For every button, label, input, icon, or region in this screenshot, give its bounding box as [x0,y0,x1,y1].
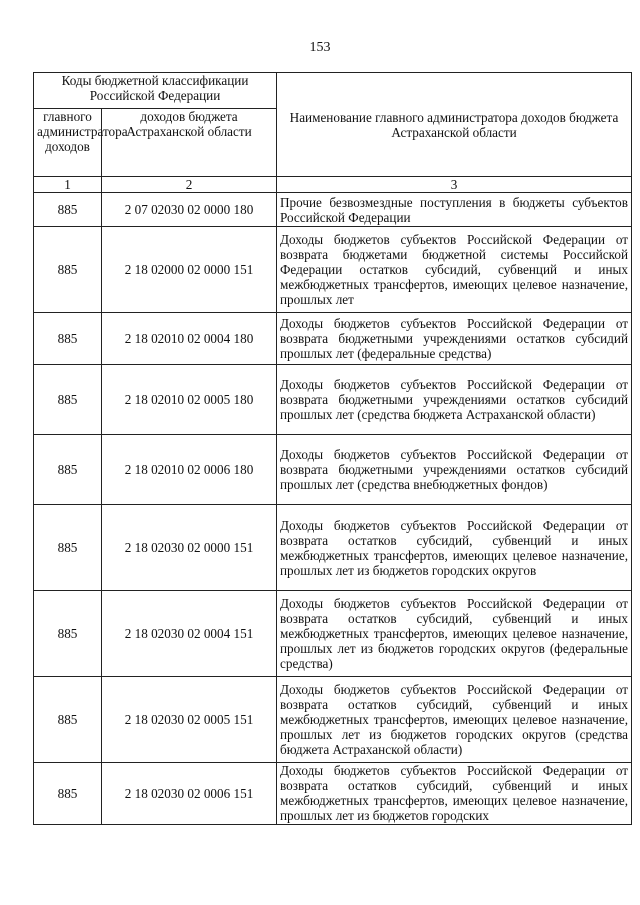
header-group-title: Коды бюджетной классификации Российской Федерации [34,73,277,109]
income-name: Прочие безвозмездные поступления в бюджеты субъектов Российской Федерации [277,193,632,227]
income-code: 2 18 02030 02 0000 151 [102,505,277,591]
column-number-row [34,177,632,193]
table-row [34,365,632,435]
header-col-code: доходов бюджета Астраханской области [102,109,277,177]
income-name: Доходы бюджетов субъектов Российской Федерации от возврата остатков субсидий, субвенций и иных межбюджетных трансфертов, имеющих целевое назначение, прошлых лет из бюджетов городских [280,763,628,823]
admin-code: 885 [34,677,102,763]
table-row [34,227,632,313]
admin-code: 885 [34,591,102,677]
admin-code: 885 [34,227,102,313]
header-row-group [34,73,632,109]
income-code: 2 07 02030 02 0000 180 [102,193,277,227]
table-row [34,193,632,227]
admin-code: 885 [34,763,102,825]
income-code: 2 18 02030 02 0004 151 [102,591,277,677]
header-col-name: Наименование главного администратора доходов бюджета Астраханской области [277,73,632,177]
income-code: 2 18 02000 02 0000 151 [102,227,277,313]
income-name: Доходы бюджетов субъектов Российской Федерации от возврата остатков субсидий, субвенций и иных межбюджетных трансфертов, имеющих целевое назначение, прошлых лет из бюджетов городских округов [277,505,632,591]
income-code: 2 18 02010 02 0006 180 [102,435,277,505]
income-code: 2 18 02030 02 0005 151 [102,677,277,763]
admin-code: 885 [34,313,102,365]
column-number-3: 3 [277,177,632,193]
page-number: 153 [309,40,331,55]
income-name: Доходы бюджетов субъектов Российской Федерации от возврата бюджетами бюджетной системы Российской Федерации остатков субсидий, субвенций и иных межбюджетных трансфертов, имеющих целевое назначение, прошлых лет [277,227,632,313]
income-code: 2 18 02010 02 0004 180 [102,313,277,365]
table-row [34,591,632,677]
income-name: Доходы бюджетов субъектов Российской Федерации от возврата остатков субсидий, субвенций и иных межбюджетных трансфертов, имеющих целевое назначение, прошлых лет из бюджетов городских округов (средства бюджета Астраханской области) [277,677,632,763]
income-name: Доходы бюджетов субъектов Российской Федерации от возврата бюджетными учреждениями остатков субсидий прошлых лет (федеральные средства) [277,313,632,365]
income-name: Доходы бюджетов субъектов Российской Федерации от возврата остатков субсидий, субвенций и иных межбюджетных трансфертов, имеющих целевое назначение, прошлых лет из бюджетов городских округов (федеральные средства) [277,591,632,677]
column-number-2: 2 [102,177,277,193]
table-row [34,313,632,365]
admin-code: 885 [34,505,102,591]
admin-code: 885 [34,193,102,227]
budget-classification-table [33,72,632,825]
admin-code: 885 [34,365,102,435]
table-row [34,677,632,763]
admin-code: 885 [34,435,102,505]
column-number-1: 1 [34,177,102,193]
income-code: 2 18 02030 02 0006 151 [102,763,277,825]
table-row [34,435,632,505]
header-col-admin: главного администратора доходов [34,109,102,177]
table-row [34,763,632,825]
income-name-cell [277,763,632,825]
income-name: Доходы бюджетов субъектов Российской Федерации от возврата бюджетными учреждениями остатков субсидий прошлых лет (средства бюджета Астраханской области) [277,365,632,435]
income-code: 2 18 02010 02 0005 180 [102,365,277,435]
income-name: Доходы бюджетов субъектов Российской Федерации от возврата бюджетными учреждениями остатков субсидий прошлых лет (средства внебюджетных фондов) [277,435,632,505]
table-row [34,505,632,591]
